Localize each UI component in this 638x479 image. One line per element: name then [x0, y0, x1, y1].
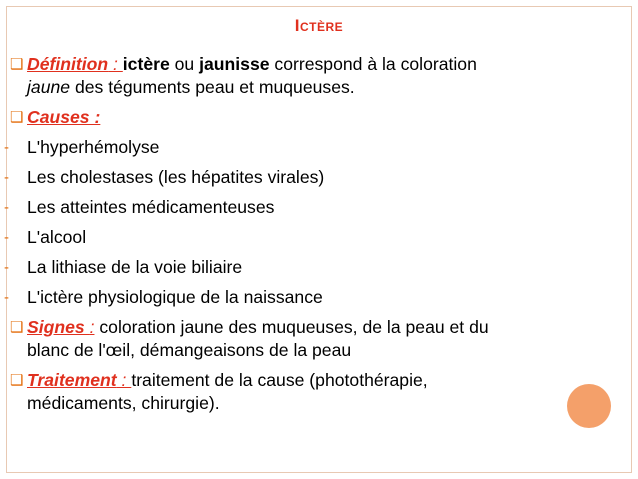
- cause-text: L'ictère physiologique de la naissance: [27, 287, 323, 307]
- dash-icon: -: [4, 289, 9, 306]
- bullet-icon: ❑: [10, 109, 24, 126]
- definition-item: [10, 53, 600, 99]
- cause-text: La lithiase de la voie biliaire: [27, 257, 243, 277]
- frame-border-bottom: [6, 472, 632, 473]
- slide-content: [4, 53, 600, 422]
- cause-text: L'hyperhémolyse: [27, 137, 160, 157]
- frame-border-right: [631, 6, 632, 473]
- traitement-text-1: traitement de la cause (photothérapie,: [131, 370, 428, 390]
- causes-heading-item: [10, 106, 600, 129]
- definition-label: Définition: [27, 54, 109, 74]
- traitement-label: Traitement: [27, 370, 117, 390]
- cause-item: [4, 166, 600, 189]
- causes-label: Causes :: [27, 107, 101, 127]
- dash-icon: -: [4, 169, 9, 186]
- cause-item: [4, 136, 600, 159]
- traitement-item: [10, 369, 600, 415]
- definition-rest-2: des téguments peau et muqueuses.: [70, 77, 355, 97]
- cause-text: Les atteintes médicamenteuses: [27, 197, 275, 217]
- cause-item: [4, 256, 600, 279]
- bullet-icon: ❑: [10, 319, 24, 336]
- cause-item: [4, 196, 600, 219]
- frame-border-top: [6, 6, 632, 7]
- definition-mid: ou: [169, 54, 200, 74]
- cause-text: Les cholestases (les hépatites virales): [27, 167, 325, 187]
- decorative-circle: [567, 384, 611, 428]
- dash-icon: -: [4, 259, 9, 276]
- signes-text-1: coloration jaune des muqueuses, de la peau et du: [94, 317, 489, 337]
- cause-item: [4, 226, 600, 249]
- definition-term-2: jaunisse: [199, 54, 270, 74]
- traitement-colon: :: [116, 370, 132, 390]
- signes-colon: :: [89, 317, 95, 337]
- definition-rest-1: correspond à la coloration: [269, 54, 477, 74]
- cause-item: [4, 286, 600, 309]
- bullet-icon: ❑: [10, 372, 24, 389]
- slide-title: Ictère: [294, 16, 344, 35]
- bullet-icon: ❑: [10, 56, 24, 73]
- signes-label: Signes: [27, 317, 90, 337]
- traitement-text-2: médicaments, chirurgie).: [27, 393, 220, 413]
- definition-term-1: ictère: [122, 54, 170, 74]
- dash-icon: -: [4, 139, 9, 156]
- dash-icon: -: [4, 229, 9, 246]
- signes-item: [10, 316, 600, 362]
- definition-italic-word: jaune: [27, 77, 71, 97]
- signes-text-2: blanc de l'œil, démangeaisons de la peau: [27, 340, 352, 360]
- definition-colon: :: [108, 54, 123, 74]
- dash-icon: -: [4, 199, 9, 216]
- cause-text: L'alcool: [27, 227, 87, 247]
